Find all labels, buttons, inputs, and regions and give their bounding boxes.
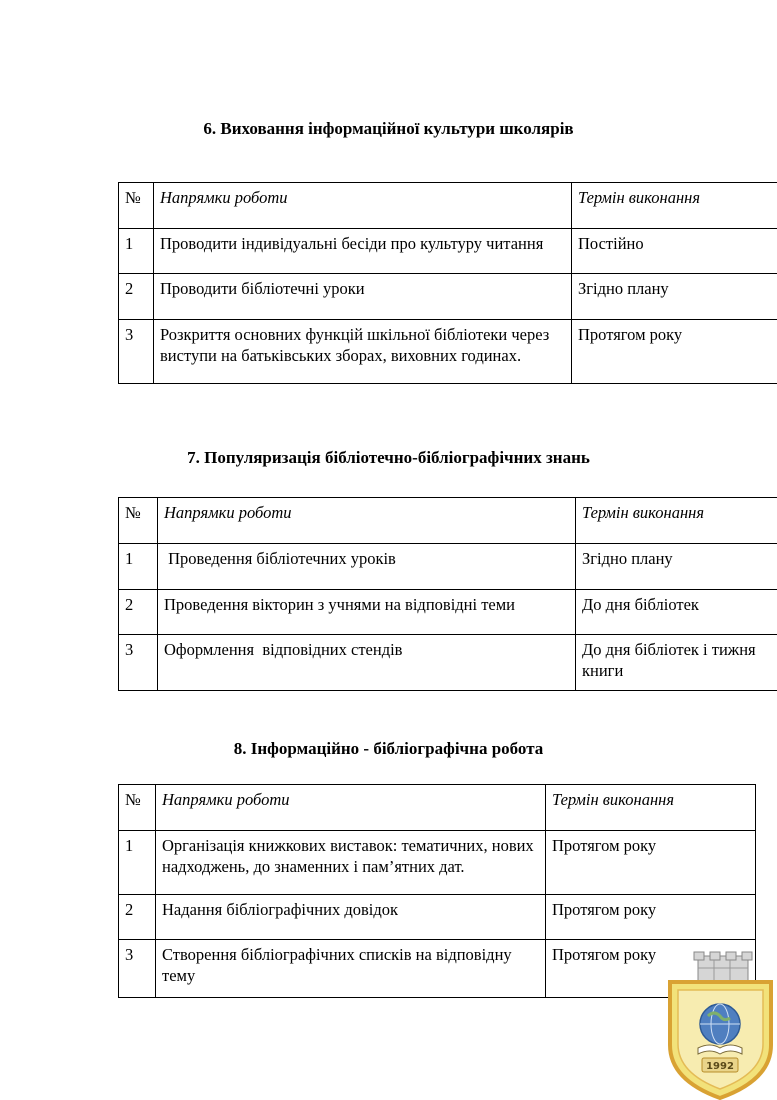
row-number: 2 bbox=[119, 590, 158, 635]
column-header-direction: Напрямки роботи bbox=[154, 183, 572, 229]
table-row bbox=[119, 590, 777, 635]
table-row bbox=[119, 274, 777, 320]
school-emblem bbox=[664, 950, 777, 1100]
section-6-title: 6. Виховання інформаційної культури школярів bbox=[203, 119, 574, 138]
table-row bbox=[119, 320, 777, 384]
row-number: 1 bbox=[119, 229, 154, 274]
row-number: 1 bbox=[119, 831, 156, 895]
table-row bbox=[119, 831, 756, 895]
table-row bbox=[119, 229, 777, 274]
row-deadline: Згідно плану bbox=[572, 274, 777, 320]
column-header-deadline: Термін виконання bbox=[546, 785, 756, 831]
row-deadline: Протягом року bbox=[546, 831, 756, 895]
table-row bbox=[119, 940, 756, 998]
row-direction: Розкриття основних функцій шкільної бібліотеки через виступи на батьківських зборах, виховних годинах. bbox=[154, 320, 572, 384]
row-deadline: Протягом року bbox=[546, 940, 756, 998]
row-number: 1 bbox=[119, 544, 158, 590]
row-direction: Проведення вікторин з учнями на відповідні теми bbox=[158, 590, 576, 635]
castle-tower-icon bbox=[694, 952, 752, 982]
row-deadline: До дня бібліотек і тижня книги bbox=[576, 635, 777, 691]
section-8-table bbox=[118, 784, 756, 998]
row-direction: Створення бібліографічних списків на відповідну тему bbox=[156, 940, 546, 998]
row-direction: Оформлення відповідних стендів bbox=[158, 635, 576, 691]
emblem-year: 1992 bbox=[706, 1061, 734, 1072]
row-number: 2 bbox=[119, 895, 156, 940]
row-number: 3 bbox=[119, 320, 154, 384]
row-deadline: Згідно плану bbox=[576, 544, 777, 590]
row-direction: Проведення бібліотечних уроків bbox=[158, 544, 576, 590]
table-header-row bbox=[119, 183, 777, 229]
column-header-deadline: Термін виконання bbox=[576, 498, 777, 544]
section-6-table bbox=[118, 182, 777, 384]
column-header-number: № bbox=[119, 183, 154, 229]
section-7-table bbox=[118, 497, 777, 691]
column-header-deadline: Термін виконання bbox=[572, 183, 777, 229]
column-header-number: № bbox=[119, 785, 156, 831]
section-7-title: 7. Популяризація бібліотечно-бібліографічних знань bbox=[187, 448, 590, 467]
table-header-row bbox=[119, 498, 777, 544]
row-number: 3 bbox=[119, 635, 158, 691]
column-header-number: № bbox=[119, 498, 158, 544]
globe-icon bbox=[700, 1004, 740, 1044]
row-number: 2 bbox=[119, 274, 154, 320]
column-header-direction: Напрямки роботи bbox=[156, 785, 546, 831]
row-deadline: Протягом року bbox=[546, 895, 756, 940]
row-direction: Проводити бібліотечні уроки bbox=[154, 274, 572, 320]
row-deadline: Протягом року bbox=[572, 320, 777, 384]
table-header-row bbox=[119, 785, 756, 831]
row-direction: Проводити індивідуальні бесіди про культуру читання bbox=[154, 229, 572, 274]
table-row bbox=[119, 635, 777, 691]
row-number: 3 bbox=[119, 940, 156, 998]
column-header-direction: Напрямки роботи bbox=[158, 498, 576, 544]
table-row bbox=[119, 895, 756, 940]
row-direction: Організація книжкових виставок: тематичних, нових надходжень, до знаменних і пам’ятних дат. bbox=[156, 831, 546, 895]
row-deadline: Постійно bbox=[572, 229, 777, 274]
row-direction: Надання бібліографічних довідок bbox=[156, 895, 546, 940]
table-row bbox=[119, 544, 777, 590]
section-8-title: 8. Інформаційно - бібліографічна робота bbox=[233, 739, 544, 758]
row-deadline: До дня бібліотек bbox=[576, 590, 777, 635]
